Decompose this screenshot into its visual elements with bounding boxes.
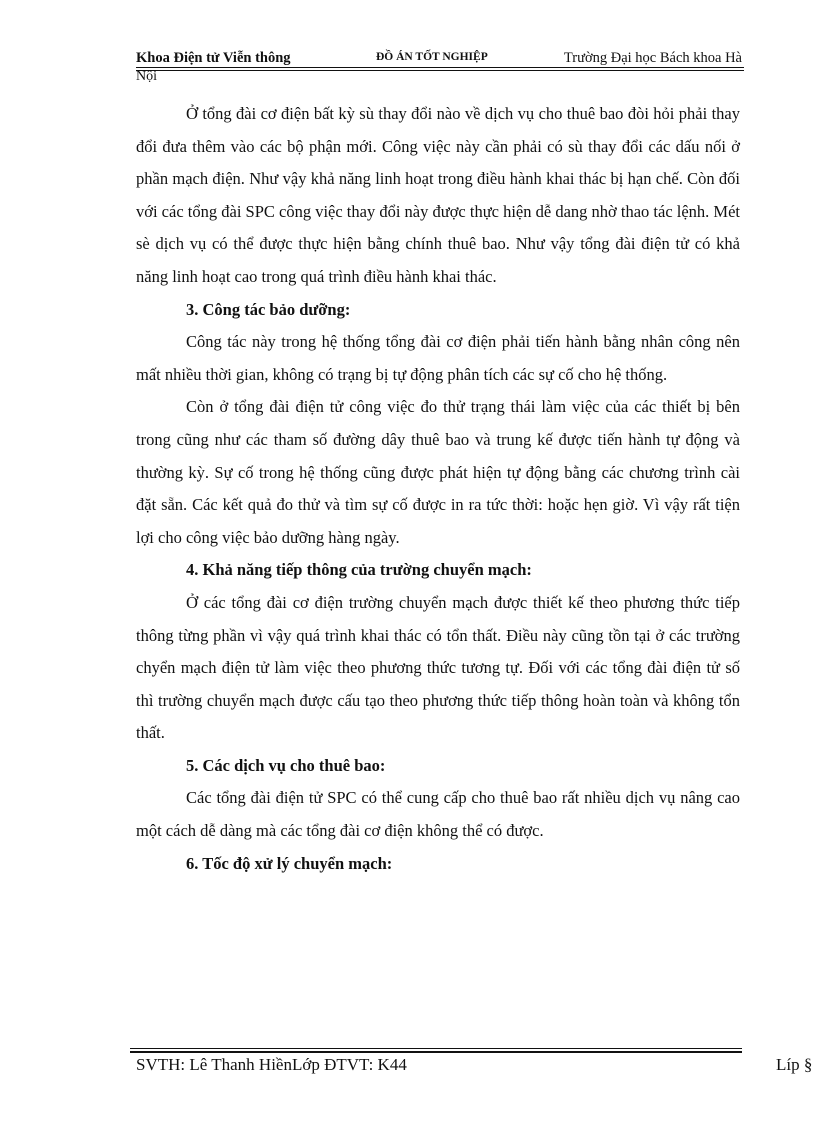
heading-maintenance: 3. Công tác bảo dưỡng: (186, 299, 351, 319)
header-rule-top (136, 67, 744, 68)
header-rule-bottom (136, 70, 744, 71)
paragraph-maintenance-electromechanical: Công tác này trong hệ thống tổng đài cơ điện phải tiến hành bằng nhân công nên mất nhiều thời gian, không có trạng bị tự động phân tích các sự cố cho hệ thống. (136, 332, 740, 384)
paragraph-subscriber-services: Các tổng đài điện tử SPC có thể cung cấp cho thuê bao rất nhiều dịch vụ nâng cao một cách dễ dàng mà các tổng đài cơ điện không thể có được. (136, 788, 740, 841)
footer-class: Líp § (776, 1055, 813, 1074)
footer-rule-top (130, 1048, 742, 1049)
paragraph-switching-access: Ở các tổng đài cơ điện trường chuyển mạch được thiết kế theo phương thức tiếp thông từng phần vì vậy quá trình khai thác có tổn thất. Điều này cũng tồn tại ở các trường chyển mạch điện tử làm việc theo phương thức tương tự. Đối với các tổng đài điện tử số thì trường chuyển mạch được cấu tạo theo phương thức tiếp thông hoàn toàn và không tổn thất. (136, 592, 740, 743)
footer-rule-bottom (130, 1051, 742, 1053)
footer-student: SVTH: Lê Thanh HiềnLớp ĐTVT: K44 (136, 1055, 407, 1074)
body-content (136, 98, 740, 880)
header-university: Trường Đại học Bách khoa Hà (563, 50, 742, 66)
paragraph-maintenance-electronic: Còn ở tổng đài điện tử công việc đo thử trạng thái làm việc của các thiết bị bên trong cũng như các tham số đường dây thuê bao và trung kế được tiến hành tự động và thường kỳ. Sự cố trong hệ thống cũng được phát hiện tự động bằng các chương trình cài đặt sẵn. Các kết quả đo thử và tìm sự cố được in ra tức thời: hoặc hẹn giờ. Vì vậy rất tiện lợi cho công việc bảo dưỡng hàng ngày. (136, 397, 740, 547)
page-header (136, 50, 742, 72)
header-faculty: Khoa Điện tử Viễn thông (136, 50, 291, 66)
heading-switching-speed: 6. Tốc độ xử lý chuyển mạch: (186, 853, 393, 873)
header-university-wrap: Nội (136, 69, 157, 84)
header-title: ĐỒ ÁN TỐT NGHIỆP (376, 51, 488, 63)
paragraph-flexibility: Ở tổng đài cơ điện bất kỳ sù thay đổi nào về dịch vụ cho thuê bao đòi hỏi phải thay đổi đưa thêm vào các bộ phận mới. Công việc này cần phải có sù thay đổi các dấu nối ở phần mạch điện. Như vậy khả năng linh hoạt trong điều hành khai thác bị hạn chế. Còn đối với các tổng đài SPC công việc thay đổi này được thực hiện dễ dang nhờ thao tác lệnh. Mét sè dịch vụ có thể được thực hiện bằng chính thuê bao. Như vậy tổng đài điện tử có khả năng linh hoạt cao trong quá trình điều hành khai thác. (136, 104, 740, 286)
heading-subscriber-services: 5. Các dịch vụ cho thuê bao: (186, 755, 386, 775)
heading-switching-access: 4. Khả năng tiếp thông của trường chuyển mạch: (186, 560, 532, 580)
